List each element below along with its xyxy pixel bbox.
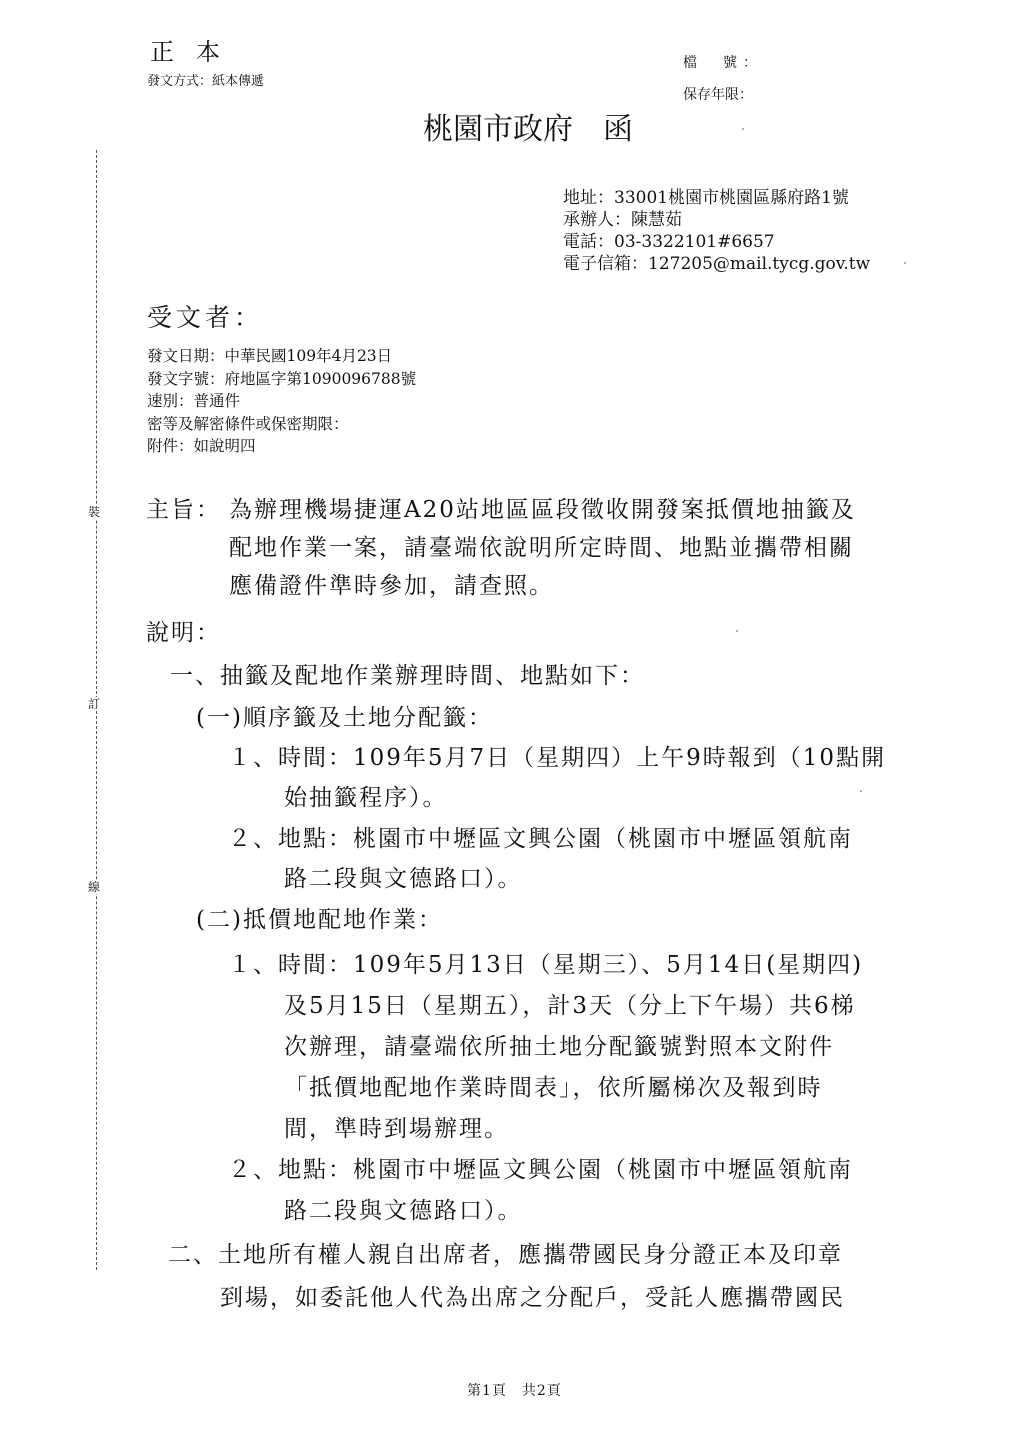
description-point: ２、地點：桃園市中壢區文興公園（桃園市中壢區領航南 [228, 1157, 853, 1183]
issue-date: 發文日期：中華民國109年4月23日 [147, 347, 393, 365]
sender-email: 電子信箱：127205@mail.tycg.gov.tw [563, 254, 871, 274]
description-point-cont: 「抵價地配地作業時間表」，依所屬梯次及報到時 [284, 1075, 823, 1101]
description-point-cont: 路二段與文德路口）。 [284, 866, 523, 892]
document-title: 桃園市政府 函 [423, 112, 633, 147]
sender-address: 地址：33001桃園市桃園區縣府路1號 [563, 188, 849, 208]
retention-period-label: 保存年限： [683, 87, 753, 103]
description-point-cont: 間，準時到場辦理。 [284, 1116, 509, 1142]
description-point: １、時間：109年5月13日（星期三）、5月14日(星期四) [228, 952, 864, 978]
scan-speck [736, 630, 738, 632]
binding-mark-xian: 線 [88, 880, 101, 894]
sender-contact: 承辦人：陳慧茹 [563, 210, 682, 230]
description-point-cont: 及5月15日（星期五），計3天（分上下午場）共6梯 [284, 993, 856, 1019]
file-number-label: 檔 號： [683, 55, 763, 71]
description-item: 二、土地所有權人親自出席者，應攜帶國民身分證正本及印章 [168, 1242, 843, 1268]
delivery-speed: 速別：普通件 [147, 392, 241, 410]
binding-mark-ding: 訂 [88, 697, 101, 711]
sender-phone: 電話：03-3322101#6657 [563, 232, 775, 252]
description-point: ２、地點：桃園市中壢區文興公園（桃園市中壢區領航南 [228, 826, 853, 852]
scan-speck [742, 128, 744, 130]
recipient-label: 受文者： [147, 303, 264, 332]
description-item: 一、抽籤及配地作業辦理時間、地點如下： [170, 663, 645, 689]
sender-info [563, 187, 870, 275]
description-subitem: (一)順序籤及土地分配籤： [196, 705, 493, 731]
copy-label: 正本 [150, 38, 242, 66]
attachment-note: 附件：如說明四 [147, 437, 256, 455]
subject-line: 為辦理機場捷運A20站地區區段徵收開發案抵價地抽籤及 [229, 497, 856, 523]
binding-mark-zhuang: 裝 [88, 505, 101, 519]
page-number: 第1頁 共2頁 [467, 1383, 562, 1399]
secrecy-level: 密等及解密條件或保密期限： [147, 414, 349, 433]
send-method: 發文方式：紙本傳遞 [147, 74, 265, 89]
description-item-cont: 到場，如委託他人代為出席之分配戶，受託人應攜帶國民 [220, 1285, 845, 1311]
document-number: 發文字號：府地區字第1090096788號 [147, 369, 417, 388]
subject-line: 應備證件準時參加，請查照。 [229, 573, 554, 599]
description-label: 說明： [146, 620, 221, 646]
description-point-cont: 始抽籤程序）。 [284, 785, 448, 811]
description-subitem: (二)抵價地配地作業： [196, 907, 443, 933]
subject-line: 配地作業一案，請臺端依說明所定時間、地點並攜帶相關 [229, 535, 854, 561]
description-point: １、時間：109年5月7日（星期四）上午9時報到（10點開 [228, 745, 887, 771]
scan-speck [860, 790, 862, 792]
description-point-cont: 路二段與文德路口）。 [284, 1198, 523, 1224]
subject-label: 主旨： [146, 497, 221, 523]
description-point-cont: 次辦理，請臺端依所抽土地分配籤號對照本文附件 [284, 1034, 834, 1060]
document-meta [147, 345, 416, 458]
scan-speck [904, 262, 906, 264]
